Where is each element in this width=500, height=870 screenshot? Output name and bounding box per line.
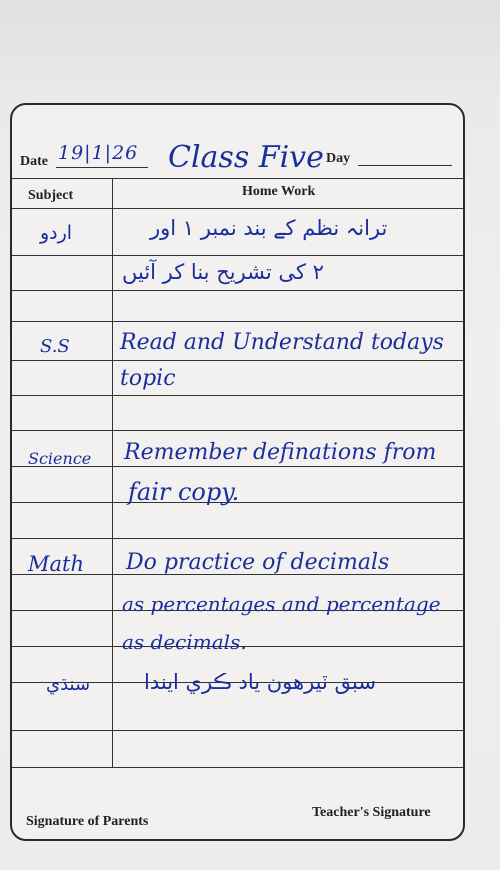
ruled-line: [12, 360, 463, 361]
class-value: Class Five: [168, 140, 324, 175]
homework-line: as decimals.: [122, 630, 247, 654]
column-divider: [112, 178, 113, 767]
signature-teacher-label: Teacher's Signature: [312, 805, 431, 820]
date-underline: [56, 167, 148, 168]
day-label: Day: [326, 151, 351, 166]
table-bottom-rule: [12, 767, 463, 768]
homework-line: سبق ٽيرهون ياد ڪري ايندا: [144, 670, 376, 694]
ruled-line: [12, 290, 463, 291]
ruled-line: [12, 430, 463, 431]
subject-cell: اردو: [40, 222, 73, 244]
subject-cell: Math: [28, 552, 84, 576]
table-header-rule: [12, 208, 463, 209]
ruled-line: [12, 395, 463, 396]
homework-line: Remember definations from: [124, 440, 437, 465]
subject-cell: S.S: [40, 336, 70, 357]
ruled-line: [12, 730, 463, 731]
subject-cell: سنڌي: [46, 674, 91, 695]
day-underline: [358, 165, 452, 166]
date-label: Date: [20, 154, 48, 169]
homework-line: Read and Understand todays: [120, 330, 444, 355]
subject-cell: Science: [28, 449, 92, 468]
homework-line: as percentages and percentage: [122, 592, 441, 616]
ruled-line: [12, 538, 463, 539]
homework-line: Do practice of decimals: [126, 550, 390, 575]
signature-parents-label: Signature of Parents: [26, 814, 149, 829]
homework-line: topic: [120, 366, 176, 391]
column-header-subject: Subject: [28, 188, 74, 203]
table-top-rule: [12, 178, 463, 179]
homework-line: ترانہ نظم کے بند نمبر ۱ اور: [150, 216, 388, 240]
ruled-line: [12, 321, 463, 322]
homework-line: ۲ کی تشریح بنا کر آئیں: [122, 260, 324, 284]
ruled-line: [12, 255, 463, 256]
column-header-homework: Home Work: [242, 184, 316, 199]
date-value: 19|1|26: [58, 142, 139, 164]
homework-line: fair copy.: [128, 478, 240, 506]
